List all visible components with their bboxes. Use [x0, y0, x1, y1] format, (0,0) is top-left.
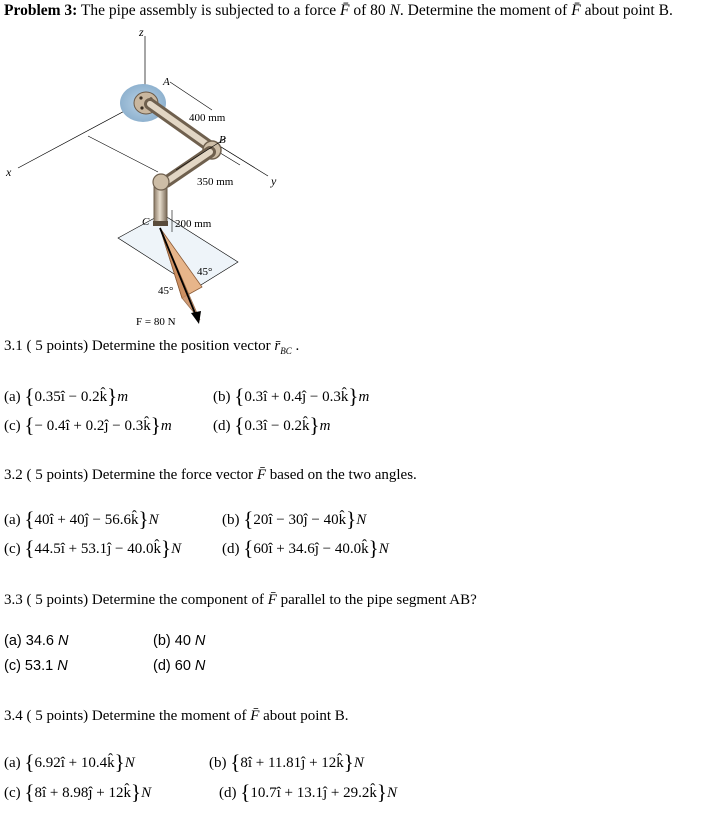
elbow	[153, 174, 169, 190]
x-axis-label: x	[6, 165, 12, 179]
option-3-4-d[interactable]: (d) {10.7î + 13.1ĵ + 29.2k̂}N	[219, 780, 397, 804]
z-axis-label: z	[139, 25, 144, 39]
option-3-3-a[interactable]: (a) 34.6 N	[4, 633, 69, 649]
option-3-3-d[interactable]: (d) 60 N	[153, 658, 206, 674]
question-3-1: 3.1 ( 5 points) Determine the position vector $r̄_{BC}$ .	[4, 338, 300, 356]
option-3-4-b[interactable]: (b) {8î + 11.81ĵ + 12k̂}N	[209, 750, 364, 774]
problem-statement: Problem 3: The pipe assembly is subjected to a force F̄ of 80 N. Determine the moment of F̄ about point B.	[4, 2, 673, 19]
question-3-3: 3.3 ( 5 points) Determine the component of F̄ parallel to the pipe segment AB?	[4, 592, 477, 608]
bolt	[140, 106, 143, 109]
option-3-4-a[interactable]: (a) {6.92î + 10.4k̂}N	[4, 750, 135, 774]
pipe-end-c	[153, 221, 168, 226]
question-3-2: 3.2 ( 5 points) Determine the force vector F̄ based on the two angles.	[4, 467, 417, 483]
force-arrowhead	[191, 311, 201, 324]
option-3-2-c[interactable]: (c) {44.5î + 53.1ĵ − 40.0k̂}N	[4, 536, 182, 560]
problem-label: Problem 3:	[4, 2, 78, 19]
dim-line	[170, 82, 212, 110]
option-3-3-b[interactable]: (b) 40 N	[153, 633, 206, 649]
option-3-2-d[interactable]: (d) {60î + 34.6ĵ − 40.0k̂}N	[222, 536, 389, 560]
option-3-2-a[interactable]: (a) {40î + 40ĵ − 56.6k̂}N	[4, 507, 159, 531]
option-3-1-d[interactable]: (d) {0.3î − 0.2k̂}m	[213, 413, 331, 437]
option-3-4-c[interactable]: (c) {8î + 8.98ĵ + 12k̂}N	[4, 780, 152, 804]
force-label: F = 80 N	[136, 316, 176, 328]
point-b-label: B	[219, 134, 226, 146]
point-c-label: C	[142, 216, 150, 228]
y-axis-label: y	[271, 174, 277, 188]
option-3-1-a[interactable]: (a) {0.35î − 0.2k̂}m	[4, 384, 129, 408]
angle-label-2: 45°	[158, 285, 174, 297]
force-symbol: F̄	[340, 2, 350, 19]
point-a-label: A	[163, 76, 170, 88]
dim-200-label: 200 mm	[175, 218, 212, 230]
option-3-1-b[interactable]: (b) {0.3î + 0.4ĵ − 0.3k̂}m	[213, 384, 370, 408]
bolt	[139, 96, 142, 99]
option-3-1-c[interactable]: (c) {− 0.4î + 0.2ĵ − 0.3k̂}m	[4, 413, 172, 437]
dim-400-label: 400 mm	[189, 112, 226, 124]
question-3-4: 3.4 ( 5 points) Determine the moment of F̄ about point B.	[4, 708, 349, 724]
option-3-2-b[interactable]: (b) {20î − 30ĵ − 40k̂}N	[222, 507, 367, 531]
option-3-3-c[interactable]: (c) 53.1 N	[4, 658, 68, 674]
angle-label-1: 45°	[197, 266, 213, 278]
pipe-assembly-figure	[0, 24, 300, 334]
dim-350-label: 350 mm	[197, 176, 234, 188]
ref-line	[88, 136, 158, 172]
